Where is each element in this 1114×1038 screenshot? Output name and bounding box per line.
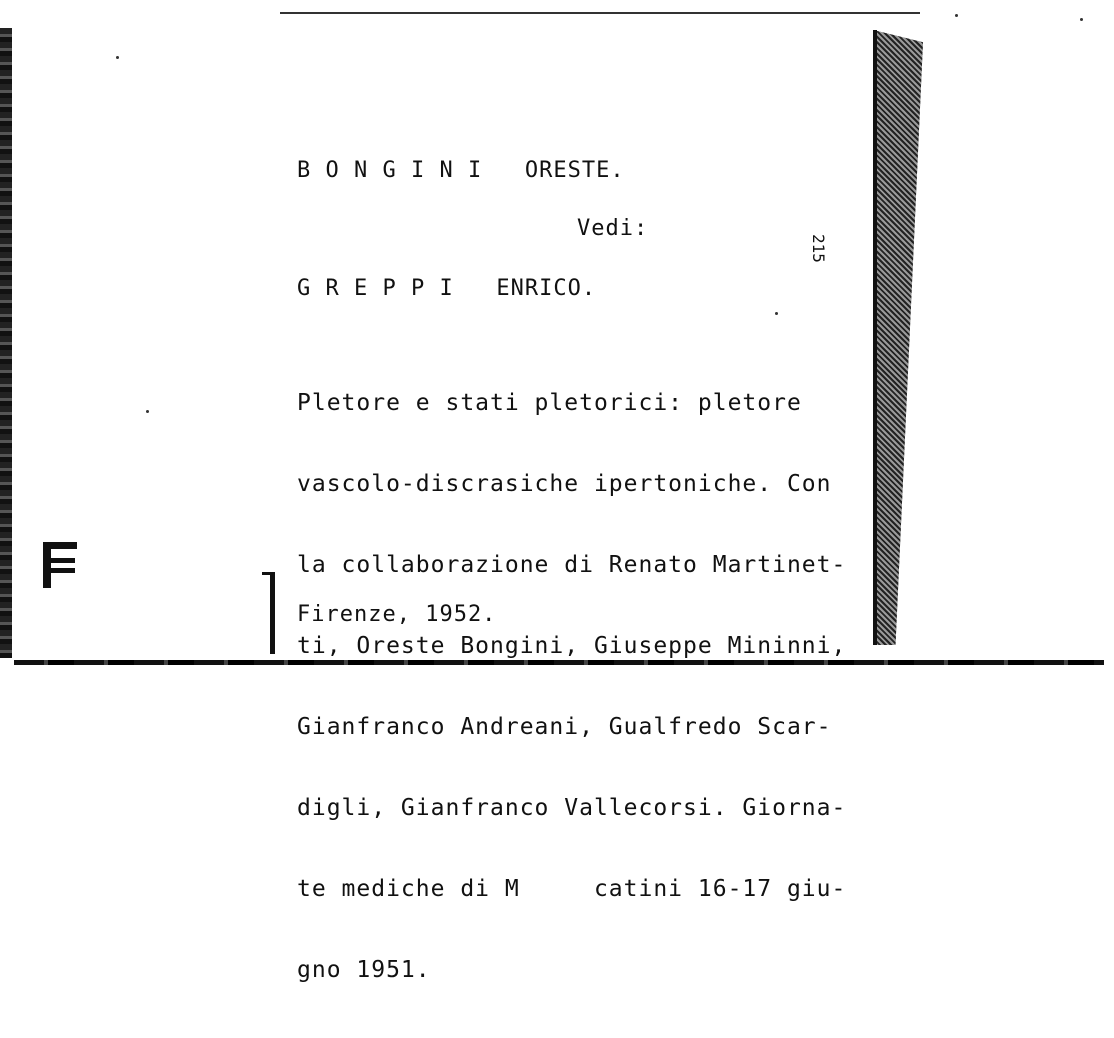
description-line: te mediche di M catini 16-17 giu-	[297, 876, 847, 902]
description-line: Pletore e stati pletorici: pletore	[297, 390, 802, 416]
description-line: Gianfranco Andreani, Gualfredo Scar-	[297, 714, 832, 740]
subject-name: B O N G I N I ORESTE.	[297, 158, 625, 183]
scan-top-edge	[280, 12, 920, 14]
description	[297, 336, 846, 1038]
bracket-mark	[262, 572, 282, 654]
scan-right-strip	[873, 30, 923, 645]
scan-speck	[146, 410, 149, 413]
scan-speck	[1080, 18, 1083, 21]
referenced-name: G R E P P I ENRICO.	[297, 276, 597, 301]
imprint: Firenze, 1952.	[297, 602, 497, 627]
scan-speck	[116, 56, 119, 59]
corner-f-mark	[43, 538, 77, 590]
shelf-mark: 215	[809, 234, 828, 263]
scan-right-strip-border	[873, 30, 877, 645]
description-line: digli, Gianfranco Vallecorsi. Giorna-	[297, 795, 847, 821]
scan-speck	[775, 312, 778, 315]
description-line: vascolo-discrasiche ipertoniche. Con	[297, 471, 832, 497]
see-reference-label: Vedi:	[577, 216, 649, 241]
description-line: gno 1951.	[297, 957, 431, 983]
scan-speck	[955, 14, 958, 17]
description-line: ti, Oreste Bongini, Giuseppe Mininni,	[297, 633, 847, 659]
scan-left-edge	[0, 28, 12, 658]
description-line: la collaborazione di Renato Martinet-	[297, 552, 847, 578]
